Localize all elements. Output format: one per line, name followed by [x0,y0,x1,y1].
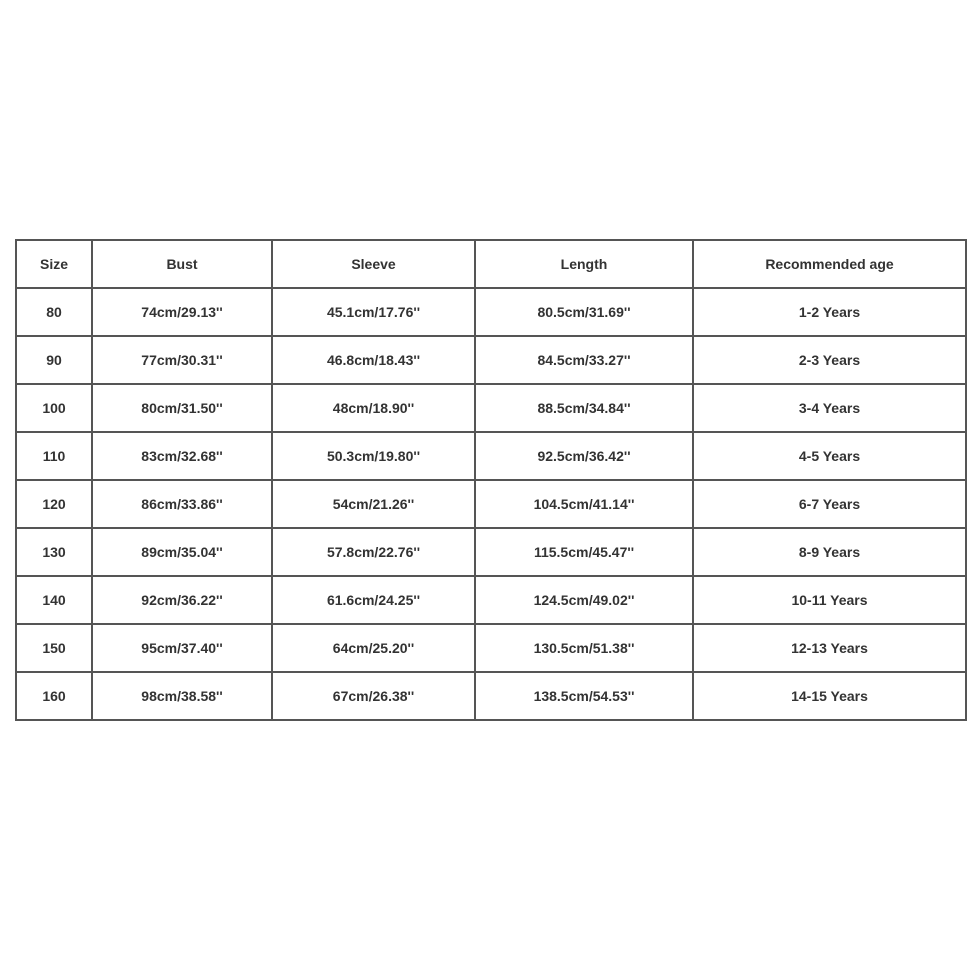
cell-recommended-age: 6-7 Years [693,480,966,528]
cell-length: 115.5cm/45.47'' [475,528,693,576]
cell-size: 140 [16,576,92,624]
cell-sleeve: 48cm/18.90'' [272,384,475,432]
cell-bust: 92cm/36.22'' [92,576,272,624]
header-sleeve: Sleeve [272,240,475,288]
cell-bust: 80cm/31.50'' [92,384,272,432]
header-row [16,240,966,288]
cell-size: 80 [16,288,92,336]
size-chart [15,239,965,721]
cell-size: 110 [16,432,92,480]
table-row [16,528,966,576]
cell-size: 100 [16,384,92,432]
cell-length: 104.5cm/41.14'' [475,480,693,528]
cell-sleeve: 45.1cm/17.76'' [272,288,475,336]
table-row [16,480,966,528]
cell-recommended-age: 2-3 Years [693,336,966,384]
cell-length: 88.5cm/34.84'' [475,384,693,432]
header-recommended-age: Recommended age [693,240,966,288]
cell-bust: 77cm/30.31'' [92,336,272,384]
cell-bust: 83cm/32.68'' [92,432,272,480]
cell-size: 90 [16,336,92,384]
cell-recommended-age: 4-5 Years [693,432,966,480]
table-row [16,432,966,480]
table-row [16,624,966,672]
cell-length: 138.5cm/54.53'' [475,672,693,720]
cell-sleeve: 67cm/26.38'' [272,672,475,720]
cell-bust: 86cm/33.86'' [92,480,272,528]
cell-sleeve: 54cm/21.26'' [272,480,475,528]
table-row [16,576,966,624]
cell-sleeve: 57.8cm/22.76'' [272,528,475,576]
header-size: Size [16,240,92,288]
table-row [16,288,966,336]
cell-recommended-age: 8-9 Years [693,528,966,576]
cell-recommended-age: 3-4 Years [693,384,966,432]
cell-bust: 95cm/37.40'' [92,624,272,672]
table-row [16,672,966,720]
cell-length: 92.5cm/36.42'' [475,432,693,480]
cell-size: 120 [16,480,92,528]
cell-recommended-age: 1-2 Years [693,288,966,336]
cell-bust: 89cm/35.04'' [92,528,272,576]
cell-length: 80.5cm/31.69'' [475,288,693,336]
cell-length: 124.5cm/49.02'' [475,576,693,624]
cell-recommended-age: 10-11 Years [693,576,966,624]
cell-sleeve: 61.6cm/24.25'' [272,576,475,624]
cell-sleeve: 46.8cm/18.43'' [272,336,475,384]
cell-bust: 98cm/38.58'' [92,672,272,720]
cell-length: 84.5cm/33.27'' [475,336,693,384]
cell-size: 130 [16,528,92,576]
cell-recommended-age: 12-13 Years [693,624,966,672]
size-table [15,239,967,721]
cell-sleeve: 50.3cm/19.80'' [272,432,475,480]
header-bust: Bust [92,240,272,288]
cell-length: 130.5cm/51.38'' [475,624,693,672]
cell-size: 160 [16,672,92,720]
cell-size: 150 [16,624,92,672]
header-length: Length [475,240,693,288]
table-row [16,336,966,384]
table-row [16,384,966,432]
cell-recommended-age: 14-15 Years [693,672,966,720]
cell-sleeve: 64cm/25.20'' [272,624,475,672]
cell-bust: 74cm/29.13'' [92,288,272,336]
